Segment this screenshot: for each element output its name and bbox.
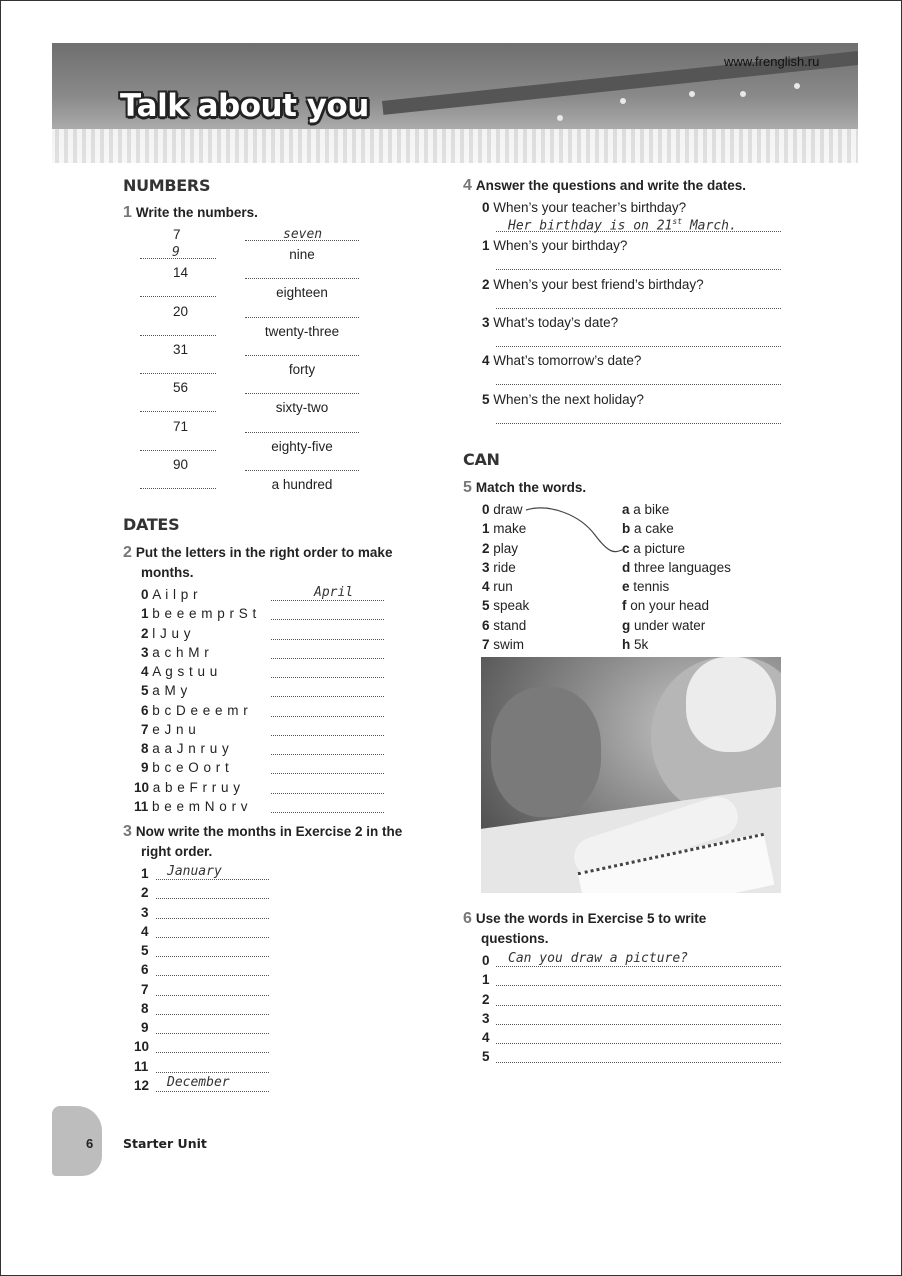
order-number: 6 [141,962,149,978]
exercise-4-instruction [463,176,746,196]
item-letter: c [622,540,634,556]
scrambled-letters: b c D e e e m r [152,702,249,718]
instruction-text: right order. [141,843,213,859]
answer-line[interactable] [156,975,269,976]
item-letter: b [622,521,634,537]
answer-line[interactable] [245,278,359,279]
exercise-number: 1 [123,204,132,221]
question-number: 3 [482,1010,490,1026]
order-number: 2 [141,885,149,901]
item-letter: e [622,579,634,594]
exercise-5-instruction [463,478,586,498]
match-word[interactable]: play [493,540,519,556]
answer-line[interactable] [156,1072,269,1073]
answer-line[interactable] [140,373,216,374]
question-text: What’s today’s date? [493,314,619,330]
scrambled-letters: a b e F r r u y [152,779,241,795]
match-left-item [482,560,516,575]
section-heading-dates: DATES [123,515,180,534]
scrambled-letters: l J u y [152,625,192,641]
section-heading-numbers: NUMBERS [123,176,211,195]
item-number: 3 [141,644,153,660]
match-left-item [482,502,523,517]
order-number: 8 [141,1000,149,1016]
item-number: 8 [141,741,153,756]
item-number: 6 [482,617,494,633]
exercise-6-instruction [463,909,706,948]
question-text: When’s your best friend’s birthday? [493,276,704,292]
answer-line[interactable] [496,308,781,309]
scrambled-month-item [141,606,257,621]
answer-line[interactable] [140,488,216,489]
match-right-item [622,560,731,575]
scrambled-month-item [141,722,196,737]
number-digit: 7 [173,227,181,242]
scrambled-letters: a a J n r u y [152,741,230,756]
question-text: When’s the next holiday? [493,391,644,407]
answer-line[interactable] [496,1024,781,1025]
scrambled-month-item [141,760,229,775]
answer-line[interactable] [271,639,384,640]
item-letter: h [622,636,634,652]
number-word: a hundred [271,476,333,492]
exercise-number: 2 [123,544,132,561]
exercise-2-instruction [123,543,392,582]
match-phrase[interactable]: a picture [633,540,686,556]
number-word: twenty-three [264,323,340,339]
exercise-3-instruction [123,822,402,861]
instruction-text: Answer the questions and write the dates. [475,178,746,193]
scrambled-month-item [141,626,191,641]
scrambled-month-item [141,703,248,718]
instruction-text: Use the words in Exercise 5 to write [475,911,707,926]
handwritten-answer: Can you draw a picture? [508,951,689,966]
banner-grit [52,129,858,163]
exercise-number: 5 [463,479,472,496]
item-number: 0 [141,587,153,602]
page-number: 6 [86,1136,94,1151]
question-number: 1 [482,972,490,988]
order-number: 1 [141,866,149,881]
item-number: 4 [482,579,494,594]
answer-line[interactable] [271,619,384,620]
answer-line[interactable] [156,898,269,899]
item-letter: g [622,617,634,633]
instruction-text: months. [141,564,194,580]
match-right-item [622,618,705,633]
item-letter: f [622,598,631,614]
order-number: 4 [141,923,149,939]
match-phrase[interactable]: three languages [634,559,731,575]
match-left-item [482,579,513,594]
number-word: eighty-five [271,438,333,454]
answer-line[interactable] [156,1052,269,1053]
item-number: 1 [482,521,494,537]
scrambled-month-item [141,587,198,602]
scrambled-letters: a c h M r [152,644,210,660]
question-number: 5 [482,1049,490,1065]
banner-dot [620,98,626,104]
answer-line[interactable] [245,355,359,356]
item-number: 7 [482,636,494,652]
match-left-item [482,541,518,556]
scrambled-month-item [141,664,218,679]
question-text: When’s your teacher’s birthday? [493,200,687,215]
scrambled-month-item [141,645,209,660]
banner-dot [740,91,746,97]
match-right-item [622,541,685,556]
number-digit: 71 [173,418,189,434]
number-digit: 14 [173,265,189,281]
answer-line[interactable] [271,754,384,755]
answer-line[interactable] [271,658,384,659]
scrambled-letters: b e e m N o r v [152,798,249,814]
item-number: 6 [141,702,153,718]
answer-line[interactable] [245,470,359,471]
banner-dot [689,91,695,97]
item-number: 3 [482,559,494,575]
answer-line[interactable] [156,879,269,880]
item-number: 0 [482,200,494,215]
item-number: 2 [141,625,153,641]
section-heading-can: CAN [463,450,500,469]
answer-line[interactable] [140,411,216,412]
handwritten-answer: January [167,864,222,879]
answer-line[interactable] [245,393,359,394]
instruction-text: Now write the months in Exercise 2 in the [135,824,403,839]
answer-line[interactable] [156,956,269,957]
answer-line[interactable] [496,1062,781,1063]
instruction-text: Match the words. [475,480,587,495]
item-number: 5 [141,683,153,699]
match-word[interactable]: swim [493,636,525,652]
item-number: 5 [482,598,494,614]
item-number: 9 [141,760,153,776]
exercise-number: 6 [463,910,472,927]
answer-line[interactable] [271,793,384,794]
order-number: 7 [141,981,149,997]
question-number: 0 [482,953,490,968]
footer-decoration [52,1106,102,1176]
scrambled-letters: e J n u [152,721,197,737]
answer-line[interactable] [156,937,269,938]
answer-line[interactable] [156,1014,269,1015]
item-number: 11 [134,798,153,814]
item-letter: d [622,559,634,575]
handwritten-answer: April [314,585,354,600]
answer-line[interactable] [496,269,781,270]
match-phrase[interactable]: on your head [630,598,710,614]
unit-name: Starter Unit [123,1136,207,1151]
answer-line[interactable] [496,384,781,385]
instruction-text: Put the letters in the right order to make [135,545,393,560]
number-digit: 90 [173,456,189,472]
order-number: 12 [134,1077,150,1093]
answer-line[interactable] [496,423,781,424]
answer-line[interactable] [245,317,359,318]
item-letter: a [622,502,634,517]
number-word: eighteen [276,285,328,301]
match-word[interactable]: make [493,521,527,537]
answer-line[interactable] [271,677,384,678]
match-right-item [622,579,669,594]
order-number: 3 [141,904,149,920]
item-number: 4 [482,353,494,369]
answer-line[interactable] [271,716,384,717]
page-title: Talk about you [120,88,369,124]
answer-line[interactable] [496,1005,781,1006]
scrambled-letters: b e e e m p r S t [152,606,257,622]
match-phrase[interactable]: a cake [634,521,674,537]
item-number: 4 [141,664,153,679]
match-line [520,505,630,555]
item-number: 1 [141,606,153,622]
scrambled-letters: A i l p r [152,587,199,602]
order-number: 9 [141,1020,149,1035]
answer-line[interactable] [140,450,216,451]
answer-line[interactable] [271,773,384,774]
question-item [482,200,686,215]
item-number: 7 [141,721,153,737]
item-number: 2 [482,540,494,556]
answer-line[interactable] [156,1033,269,1034]
match-left-item [482,637,524,652]
exercise-number: 4 [463,177,472,194]
photo-face [686,657,776,752]
banner-dot [557,115,563,121]
exercise-number: 3 [123,823,132,840]
answer-line[interactable] [496,346,781,347]
question-item [482,238,627,253]
answer-line[interactable] [271,735,384,736]
order-number: 10 [134,1039,150,1055]
question-item [482,277,704,292]
scrambled-month-item [134,799,248,814]
question-number: 4 [482,1030,490,1045]
question-item [482,392,644,407]
question-text: When’s your birthday? [493,238,628,254]
item-number: 1 [482,238,494,254]
exercise-1-instruction [123,203,258,223]
handwritten-answer: December [167,1075,230,1090]
students-photo [481,657,781,893]
answer-line[interactable] [140,335,216,336]
item-number: 10 [134,779,153,795]
answer-line[interactable] [271,812,384,813]
instruction-text: questions. [481,930,549,946]
match-word[interactable]: stand [493,617,527,633]
scrambled-month-item [134,780,241,795]
question-number: 2 [482,991,490,1007]
number-digit: 20 [173,303,189,319]
answer-line[interactable] [245,432,359,433]
site-url[interactable]: www.frenglish.ru [724,54,820,69]
number-word: forty [288,361,316,377]
scrambled-month-item [141,741,229,756]
item-number: 0 [482,502,494,517]
match-left-item [482,618,526,633]
answer-line[interactable] [496,1043,781,1044]
match-left-item [482,598,529,613]
handwritten-answer: 9 [172,245,180,260]
photo-student [491,687,601,817]
question-item [482,315,618,330]
match-word[interactable]: speak [493,598,530,614]
match-word[interactable]: draw [493,502,523,517]
answer-line[interactable] [271,600,384,601]
answer-line[interactable] [271,696,384,697]
scrambled-letters: A g s t u u [152,664,218,679]
answer-line[interactable] [156,995,269,996]
scrambled-letters: b c e O o r t [152,760,230,776]
question-item [482,353,641,368]
match-phrase[interactable]: a bike [633,502,670,517]
order-number: 11 [134,1058,149,1074]
instruction-text: Write the numbers. [135,205,258,220]
match-phrase[interactable]: tennis [633,579,670,594]
handwritten-answer: seven [283,227,323,242]
number-word: sixty-two [275,400,329,416]
item-number: 3 [482,314,494,330]
number-word: nine [289,247,315,262]
match-phrase[interactable]: 5k [634,636,649,652]
match-word[interactable]: ride [493,559,516,575]
answer-line[interactable] [156,918,269,919]
match-phrase[interactable]: under water [634,617,706,633]
match-word[interactable]: run [493,579,513,594]
scrambled-month-item [141,683,188,698]
question-text: What’s tomorrow’s date? [493,353,642,369]
answer-line[interactable] [156,1091,269,1092]
order-number: 5 [141,943,149,958]
item-number: 5 [482,391,494,407]
match-right-item [622,637,648,652]
number-digit: 31 [173,341,189,357]
answer-line[interactable] [496,985,781,986]
handwritten-answer: Her birthday is on 21st March. [508,217,737,234]
item-number: 2 [482,276,494,292]
answer-line[interactable] [140,296,216,297]
banner-dot [794,83,800,89]
scrambled-letters: a M y [152,683,188,699]
match-right-item [622,598,709,613]
answer-line[interactable] [496,966,781,967]
number-digit: 56 [173,380,189,396]
